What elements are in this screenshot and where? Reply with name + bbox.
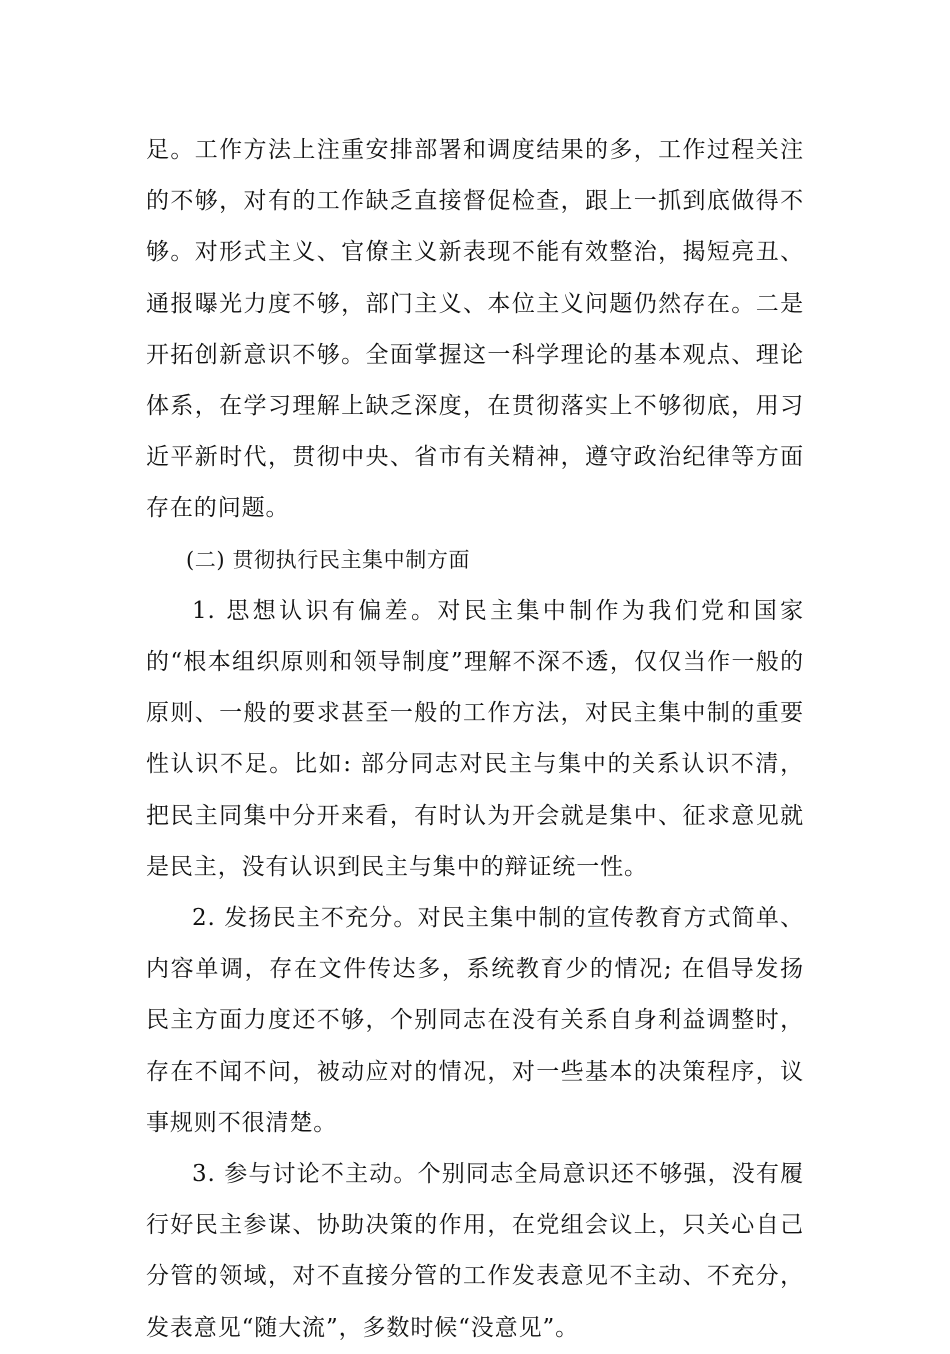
document-page	[146, 125, 804, 1354]
paragraph-item-2: 2. 发扬民主不充分。对民主集中制的宣传教育方式简单、内容单调，存在文件传达多，系统教育少的情况; 在倡导发扬民主方面力度还不够，个别同志在没有关系自身利益调整时，存在不闻不问，被动应对的情况，对一些基本的决策程序，议事规则不很清楚。	[146, 905, 804, 1136]
paragraph-continuation: 足。工作方法上注重安排部署和调度结果的多，工作过程关注的不够，对有的工作缺乏直接督促检查，跟上一抓到底做得不够。对形式主义、官僚主义新表现不能有效整治，揭短亮丑、通报曝光力度不够，部门主义、本位主义问题仍然存在。二是开拓创新意识不够。全面掌握这一科学理论的基本观点、理论体系，在学习理解上缺乏深度，在贯彻落实上不够彻底，用习近平新时代，贯彻中央、省市有关精神，遵守政治纪律等方面存在的问题。	[146, 137, 804, 522]
paragraph-item-3: 3. 参与讨论不主动。个别同志全局意识还不够强，没有履行好民主参谋、协助决策的作用，在党组会议上，只关心自己分管的领域，对不直接分管的工作发表意见不主动、不充分，发表意见“随大流”，多数时候“没意见”。	[146, 1161, 804, 1341]
section-heading: (二) 贯彻执行民主集中制方面	[186, 547, 471, 572]
paragraph-item-1: 1. 思想认识有偏差。对民主集中制作为我们党和国家的“根本组织原则和领导制度”理解不深不透，仅仅当作一般的原则、一般的要求甚至一般的工作方法，对民主集中制的重要性认识不足。比如: 部分同志对民主与集中的关系认识不清，把民主同集中分开来看，有时认为开会就是集中、征求意见就是民主，没有认识到民主与集中的辩证统一性。	[146, 597, 804, 880]
